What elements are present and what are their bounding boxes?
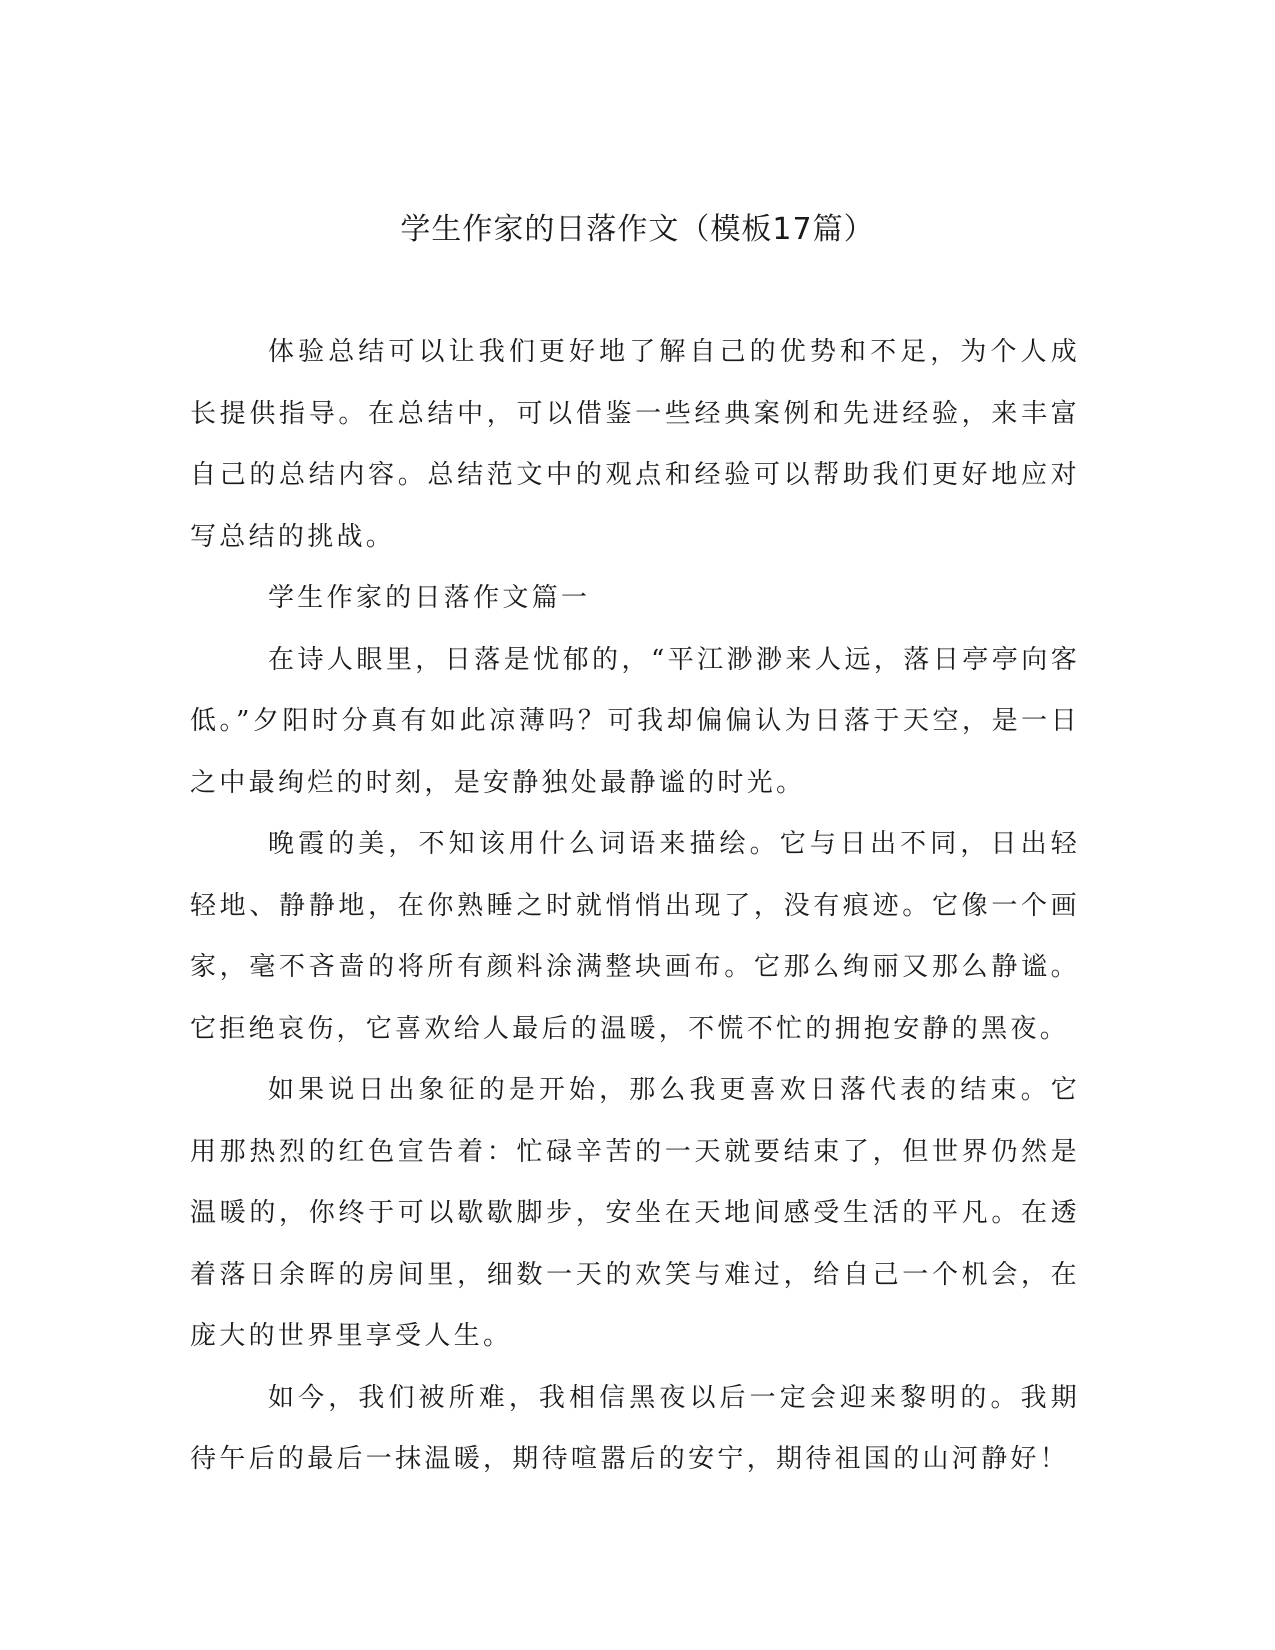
intro-paragraph: 体验总结可以让我们更好地了解自己的优势和不足，为个人成长提供指导。在总结中，可以借鉴一些经典案例和先进经验，来丰富自己的总结内容。总结范文中的观点和经验可以帮助我们更好地应对写总结的挑战。 bbox=[190, 337, 1080, 552]
document-title: 学生作家的日落作文（模板17篇） bbox=[400, 212, 875, 247]
body-paragraph-3: 如果说日出象征的是开始，那么我更喜欢日落代表的结束。它用那热烈的红色宣告着：忙碌辛苦的一天就要结束了，但世界仍然是温暖的，你终于可以歇歇脚步，安坐在天地间感受生活的平凡。在透着落日余晖的房间里，细数一天的欢笑与难过，给自己一个机会，在庞大的世界里享受人生。 bbox=[190, 1075, 1080, 1351]
body-paragraph-2: 晚霞的美，不知该用什么词语来描绘。它与日出不同，日出轻轻地、静静地，在你熟睡之时就悄悄出现了，没有痕迹。它像一个画家，毫不吝啬的将所有颜料涂满整块画布。它那么绚丽又那么静谧。它拒绝哀伤，它喜欢给人最后的温暖，不慌不忙的拥抱安静的黑夜。 bbox=[190, 829, 1080, 1044]
document-body bbox=[190, 322, 1080, 1491]
section-heading: 学生作家的日落作文篇一 bbox=[268, 583, 591, 613]
body-paragraph-4: 如今，我们被所难，我相信黑夜以后一定会迎来黎明的。我期待午后的最后一抹温暖，期待喧嚣后的安宁，期待祖国的山河静好！ bbox=[190, 1382, 1080, 1474]
body-paragraph-1: 在诗人眼里，日落是忧郁的，“平江渺渺来人远，落日亭亭向客低。”夕阳时分真有如此凉薄吗？可我却偏偏认为日落于天空，是一日之中最绚烂的时刻，是安静独处最静谧的时光。 bbox=[190, 644, 1080, 798]
